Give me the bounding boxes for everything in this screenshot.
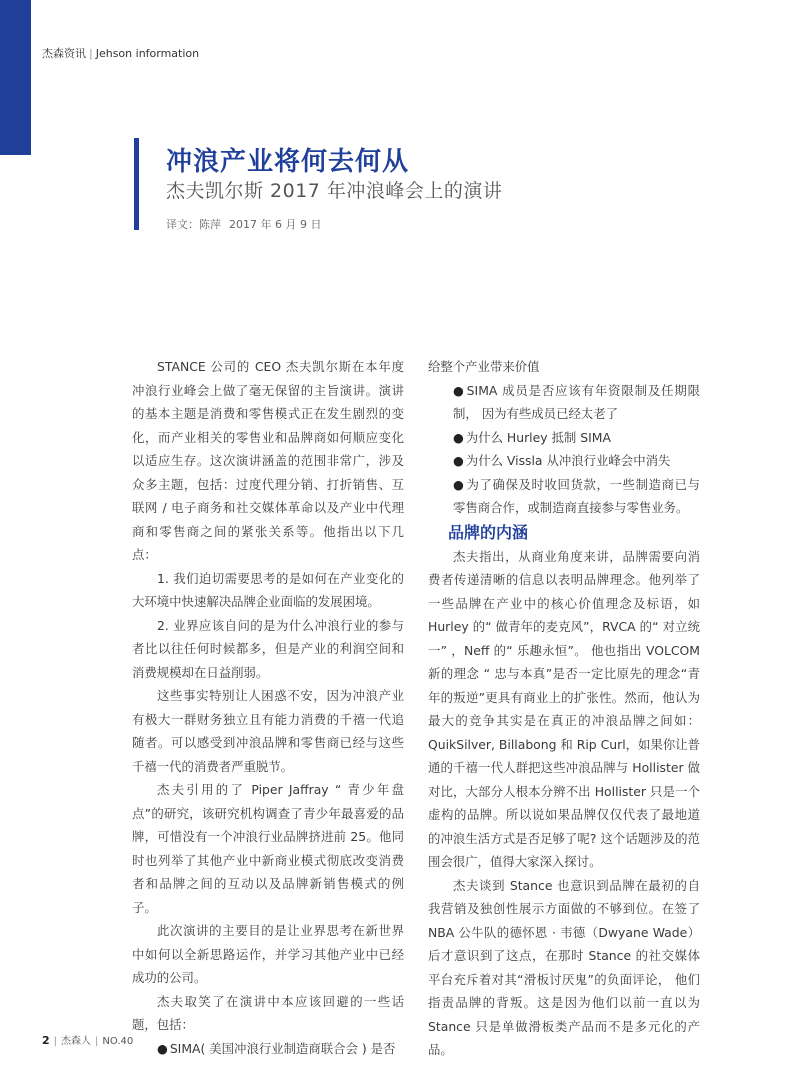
issue-number: NO.40	[102, 1036, 134, 1047]
bullet-text: SIMA( 美国冲浪行业制造商联合会 ) 是否	[169, 1040, 396, 1056]
bullet-dot-icon: ●	[453, 453, 464, 468]
section-heading: 品牌的内涵	[448, 522, 529, 542]
bullet-item	[428, 449, 700, 473]
left-column	[132, 355, 404, 1060]
paragraph: 2. 业界应该自问的是为什么冲浪行业的参与者比以往任何时候都多，但是产业的利润空间和消费规模却在日益削弱。	[132, 617, 404, 680]
bullet-text: SIMA 成员是否应该有年资限制及任期限制， 因为有些成员已经太老了	[453, 382, 701, 421]
bullet-item	[428, 426, 700, 450]
publish-date: 2017 年 6 月 9 日	[229, 218, 322, 231]
article-subtitle: 杰夫凯尔斯 2017 年冲浪峰会上的演讲	[166, 180, 503, 202]
paragraph: 此次演讲的主要目的是让业界思考在新世界中如何以全新思路运作，并学习其他产业中已经成功的公司。	[132, 923, 404, 985]
paragraph: 杰夫谈到 Stance 也意识到品牌在最初的自我营销及独创性展示方面做的不够到位。在签了 NBA 公牛队的德怀恩 · 韦德（Dwyane Wade）后才意识到了这点，在那时 Stance 的社交媒体平台充斥着对其“滑板讨厌鬼”的负面评论， 他们指责品牌的背叛。这是因为他们以前一直以为 Stance 只是单做滑板类产品而不是多元化的产品。	[428, 877, 700, 1057]
bullet-dot-icon: ●	[453, 429, 464, 445]
brand-name-en: Jehson information	[95, 47, 200, 60]
bullet-dot-icon: ●	[453, 382, 465, 398]
byline	[166, 216, 321, 232]
page-number: 2	[42, 1034, 50, 1047]
running-header: 杰森资讯 | Jehson information	[42, 47, 200, 60]
paragraph: 杰夫引用的了 Piper Jaffray “ 青少年盘点”的研究，该研究机构调查了青少年最喜爱的品牌，可惜没有一个冲浪行业品牌挤进前 25。他同时也列举了其他产业中新商业模式彻底改变消费者和品牌之间的互动以及品牌新销售模式的例子。	[132, 782, 404, 915]
page-footer: 2 | 杰森人 | NO.40	[42, 1034, 134, 1047]
bullet-dot-icon: ●	[453, 476, 465, 492]
paragraph: 杰夫指出，从商业角度来讲，品牌需要向消费者传递清晰的信息以表明品牌理念。他列举了一些品牌在产业中的核心价值理念及标语，如 Hurley 的“ 做青年的麦克风”，RVCA 的“ 对立统一” ，Neff 的“ 乐趣永恒”。 他也指出 VOLCOM 新的理念 “ 忠与本真”是否一定比原先的理念“青年的叛逆”更具有商业上的扩张性。然而，他认为最大的竞争其实是在真正的冲浪品牌之间如：QuikSilver, Billabong 和 Rip Curl，如果你让普通的千禧一代人群把这些冲浪品牌与 Hollister 做对比，大部分人根本分辨不出 Hollister 只是一个虚构的品牌。所以说如果品牌仅仅代表了最地道的冲浪生活方式是否足够了呢? 这个话题涉及的范围会很广，值得大家深入探讨。	[428, 548, 700, 869]
paragraph: 这些事实特别让人困惑不安，因为冲浪产业有极大一群财务独立且有能力消费的千禧一代追随者。可以感受到冲浪品牌和零售商已经与这些千禧一代的消费者严重脱节。	[132, 688, 404, 774]
bullet-item	[428, 379, 700, 426]
bullet-text: 为了确保及时收回货款，一些制造商已与零售商合作，或制造商直接参与零售业务。	[453, 476, 701, 515]
paragraph: 1. 我们迫切需要思考的是如何在产业变化的大环境中快速解决品牌企业面临的发展困境。	[132, 570, 404, 609]
translator: 译文：陈萍	[166, 218, 221, 231]
bullet-text: 为什么 Hurley 抵制 SIMA	[465, 429, 611, 445]
magazine-name: 杰森人	[61, 1036, 92, 1047]
bullet-item	[132, 1037, 404, 1061]
bullet-item	[428, 473, 700, 520]
bullet-text: 为什么 Vissla 从冲浪行业峰会中消失	[465, 453, 671, 468]
paragraph: STANCE 公司的 CEO 杰夫凯尔斯在本年度冲浪行业峰会上做了毫无保留的主旨演讲。演讲的基本主题是消费和零售模式正在发生剧烈的变化，而产业相关的零售业和品牌商如何顺应变化以适应生存。这次演讲涵盖的范围非常广，涉及众多主题，包括：过度代理分销、打折销售、互联网 / 电子商务和社交媒体革命以及产业中代理商和零售商之间的紧张关系等。他指出以下几点：	[132, 359, 404, 562]
side-color-bar	[0, 0, 31, 155]
bullet-dot-icon: ●	[157, 1040, 168, 1056]
right-column	[428, 355, 700, 1062]
article-title: 冲浪产业将何去何从	[166, 147, 410, 177]
paragraph: 杰夫取笑了在演讲中本应该回避的一些话题，包括：	[132, 993, 404, 1032]
title-accent-bar	[134, 138, 139, 230]
paragraph-continued: 给整个产业带来价值	[428, 359, 540, 374]
brand-name: 杰森资讯	[42, 47, 86, 60]
